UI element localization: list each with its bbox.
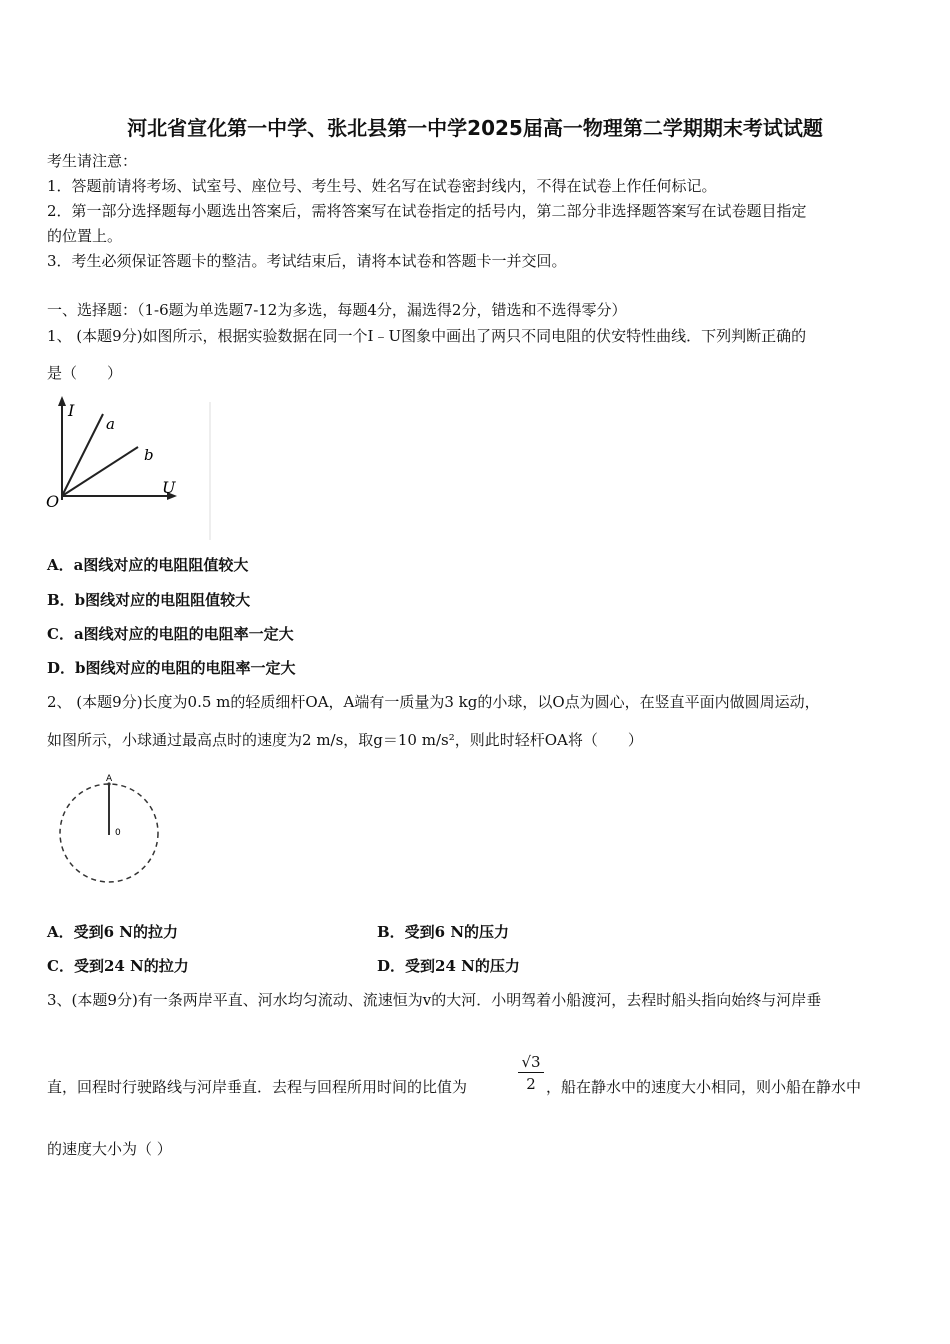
page-title: 河北省宣化第一中学、张北县第一中学2025届高一物理第二学期期末考试试题 [127, 116, 823, 140]
q3-stem-line1: 3、(本题9分)有一条两岸平直、河水均匀流动、流速恒为v的大河．小明驾着小船渡河，去程时船头指向始终与河岸垂 [47, 991, 822, 1009]
i-axis-label: I [68, 401, 75, 420]
q1-option-d: D．b图线对应的电阻的电阻率一定大 [47, 659, 296, 677]
sqrt3-over-2 [518, 1052, 544, 1095]
circle-motion-figure [56, 772, 166, 888]
notice-item: 2．第一部分选择题每小题选出答案后，需将答案写在试卷指定的括号内，第二部分非选择题答案写在试卷题目指定 [47, 202, 807, 220]
q2-stem-line1: 2、 (本题9分)长度为0.5 m的轻质细杆OA，A端有一质量为3 kg的小球，以O点为圆心，在竖直平面内做圆周运动， [47, 693, 820, 711]
q3-stem-line3: 的速度大小为（ ） [47, 1140, 172, 1158]
q1-stem-line2: 是（ ） [47, 364, 123, 382]
point-a-label: A [106, 774, 113, 784]
q2-option-c: C．受到24 N的拉力 [47, 957, 189, 975]
section-heading: 一、选择题：（1-6题为单选题7-12为多选，每题4分，漏选得2分，错选和不选得零分） [47, 301, 627, 319]
q1-option-b: B．b图线对应的电阻阻值较大 [47, 591, 251, 609]
line-a-label: a [106, 415, 115, 433]
notice-item: 1．答题前请将考场、试室号、座位号、考生号、姓名写在试卷密封线内，不得在试卷上作任何标记。 [47, 177, 717, 195]
q2-option-a: A．受到6 N的拉力 [47, 923, 179, 941]
notice-item: 3．考生必须保证答题卡的整洁。考试结束后，请将本试卷和答题卡一并交回。 [47, 252, 567, 270]
q1-option-c: C．a图线对应的电阻的电阻率一定大 [47, 625, 294, 643]
origin-label: O [46, 492, 60, 511]
u-axis-label: U [162, 478, 176, 497]
notice-item: 的位置上。 [47, 227, 123, 245]
fraction-numerator: √3 [518, 1052, 544, 1073]
q2-option-b: B．受到6 N的压力 [377, 923, 510, 941]
point-o-label: 0 [115, 828, 121, 838]
q1-stem-line1: 1、 (本题9分)如图所示，根据实验数据在同一个I﹣U图象中画出了两只不同电阻的伏安特性曲线．下列判断正确的 [47, 327, 807, 345]
q2-stem-line2: 如图所示，小球通过最高点时的速度为2 m/s，取g＝10 m/s²，则此时轻杆OA将（ ） [47, 731, 643, 749]
notice-heading: 考生请注意： [47, 152, 138, 170]
q1-option-a: A．a图线对应的电阻阻值较大 [47, 556, 249, 574]
iu-graph-figure [44, 392, 214, 542]
q2-option-d: D．受到24 N的压力 [377, 957, 520, 975]
q3-stem-line2-before: 直，回程时行驶路线与河岸垂直．去程与回程所用时间的比值为 [47, 1078, 468, 1096]
q3-stem-line2-after: ，船在静水中的速度大小相同，则小船在静水中 [546, 1078, 862, 1096]
line-b-label: b [144, 446, 154, 464]
i-axis-arrow-icon [58, 396, 66, 406]
fraction-denominator: 2 [526, 1075, 536, 1093]
